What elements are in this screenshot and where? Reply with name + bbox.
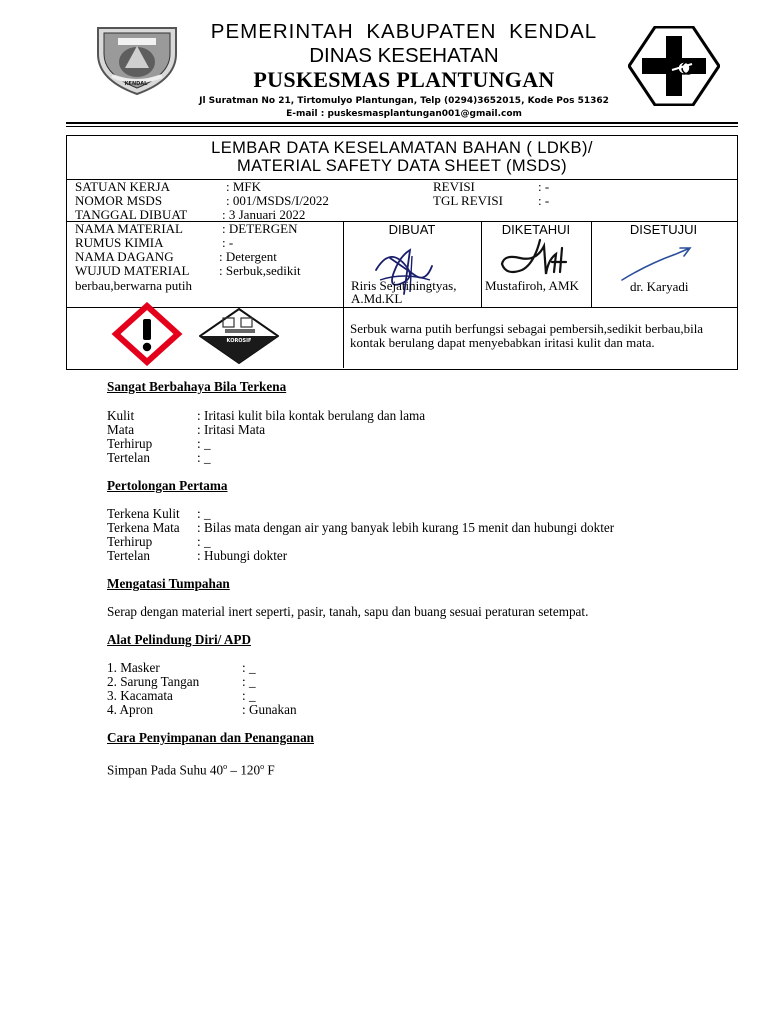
pertolongan-kulit-value: : _ (197, 506, 211, 521)
bahaya-tertelan-value: : _ (197, 450, 211, 465)
apd-apron-value: : Gunakan (242, 702, 297, 717)
email-text: E-mail : puskesmasplantungan001@gmail.com (286, 109, 522, 119)
nama-dagang-label: NAMA DAGANG (75, 249, 174, 264)
apd-sarung-label: 2. Sarung Tangan (107, 674, 200, 689)
corrosive-hazard-icon (199, 308, 279, 364)
material-description: Serbuk warna putih berfungsi sebagai pembersih,sedikit berbau,bila kontak berulang dapat menyebabkan iritasi kulit dan mata. (350, 321, 704, 350)
bahaya-kulit-value: : Iritasi kulit bila kontak berulang dan lama (197, 408, 426, 423)
pertolongan-mata-value: : Bilas mata dengan air yang banyak lebih kurang 15 menit dan hubungi dokter (197, 520, 615, 535)
table-divider (343, 221, 344, 368)
pertolongan-tertelan-label: Tertelan (107, 548, 151, 563)
nomor-msds-label: NOMOR MSDS (75, 193, 163, 208)
sheet-title: LEMBAR DATA KESELAMATAN BAHAN ( LDKB)/ (211, 139, 593, 157)
tgl-revisi-label: TGL REVISI (433, 193, 503, 208)
apd-masker-value: : _ (242, 660, 256, 675)
corrosive-label: KOROSIF (226, 338, 252, 344)
puskesmas-name: PUSKESMAS PLANTUNGAN (253, 67, 555, 92)
tanggal-dibuat-value: : 3 Januari 2022 (222, 207, 306, 222)
apd-masker-label: 1. Masker (107, 660, 160, 675)
wujud-material-value: : Serbuk,sedikit (219, 263, 301, 278)
tgl-revisi-value: : - (538, 193, 550, 208)
storage-text-pre: Simpan Pada Suhu 40 (107, 762, 224, 778)
apd-kacamata-value: : _ (242, 688, 256, 703)
dibuat-label: DIBUAT (388, 222, 436, 237)
nama-material-value: : DETERGEN (222, 221, 298, 236)
disetujui-label: DISETUJUI (629, 222, 698, 237)
government-name: PEMERINTAH KABUPATEN KENDAL (210, 20, 598, 43)
section-heading-pertolongan: Pertolongan Pertama (107, 478, 228, 493)
nama-material-label: NAMA MATERIAL (75, 221, 183, 236)
pertolongan-tertelan-value: : Hubungi dokter (197, 548, 288, 563)
rumus-kimia-value: : - (222, 235, 234, 250)
nomor-msds-value: : 001/MSDS/I/2022 (226, 193, 329, 208)
pertolongan-terhirup-value: : _ (197, 534, 211, 549)
diketahui-name: Mustafiroh, AMK (485, 278, 579, 293)
storage-temperature (107, 760, 275, 777)
storage-text-post: F (264, 762, 275, 778)
bahaya-mata-value: : Iritasi Mata (197, 422, 266, 437)
disetujui-name: dr. Karyadi (630, 279, 689, 294)
department-name: DINAS KESEHATAN (309, 44, 499, 67)
sheet-subtitle: MATERIAL SAFETY DATA SHEET (MSDS) (236, 157, 568, 175)
pertolongan-mata-label: Terkena Mata (107, 520, 180, 535)
disetujui-signature (618, 244, 698, 284)
address-text: Jl Suratman No 21, Tirtomulyo Plantungan, Telp (0294)3652015, Kode Pos 51362 (199, 96, 609, 106)
tumpahan-text: Serap dengan material inert seperti, pasir, tanah, sapu dan buang sesuai peraturan setempat. (107, 604, 589, 619)
exclamation-hazard-icon (110, 302, 184, 366)
wujud-material-value-cont: berbau,berwarna putih (75, 278, 192, 293)
nama-dagang-value: : Detergent (219, 249, 277, 264)
revisi-label: REVISI (433, 179, 475, 194)
puskesmas-cross-logo (628, 26, 720, 106)
diketahui-label: DIKETAHUI (501, 222, 571, 237)
section-heading-bahaya: Sangat Berbahaya Bila Terkena (107, 379, 287, 394)
degree-sign: o (260, 762, 265, 771)
degree-sign: o (223, 762, 228, 771)
pertolongan-terhirup-label: Terhirup (107, 534, 153, 549)
tanggal-dibuat-label: TANGGAL DIBUAT (75, 207, 188, 222)
logo-left-text: KENDAL (124, 81, 148, 87)
storage-text-mid: – 120 (227, 762, 261, 778)
bahaya-terhirup-label: Terhirup (107, 436, 153, 451)
bahaya-kulit-label: Kulit (107, 408, 135, 423)
apd-apron-label: 4. Apron (107, 702, 154, 717)
header-rule-thick (66, 122, 738, 124)
pertolongan-kulit-label: Terkena Kulit (107, 506, 180, 521)
diketahui-signature (496, 236, 576, 284)
satuan-kerja-value: : MFK (226, 179, 262, 194)
section-heading-penyimpanan: Cara Penyimpanan dan Penanganan (107, 730, 315, 745)
apd-sarung-value: : _ (242, 674, 256, 689)
header-rule-thin (66, 126, 738, 127)
dibuat-title: A.Md.KL (351, 291, 403, 306)
dibuat-name: Riris Sejatiningtyas, (351, 278, 457, 293)
section-heading-tumpahan: Mengatasi Tumpahan (107, 576, 230, 591)
revisi-value: : - (538, 179, 550, 194)
bahaya-tertelan-label: Tertelan (107, 450, 151, 465)
bahaya-mata-label: Mata (107, 422, 135, 437)
satuan-kerja-label: SATUAN KERJA (75, 179, 170, 194)
bahaya-terhirup-value: : _ (197, 436, 211, 451)
section-heading-apd: Alat Pelindung Diri/ APD (107, 632, 251, 647)
wujud-material-label: WUJUD MATERIAL (75, 263, 190, 278)
rumus-kimia-label: RUMUS KIMIA (75, 235, 164, 250)
apd-kacamata-label: 3. Kacamata (107, 688, 173, 703)
